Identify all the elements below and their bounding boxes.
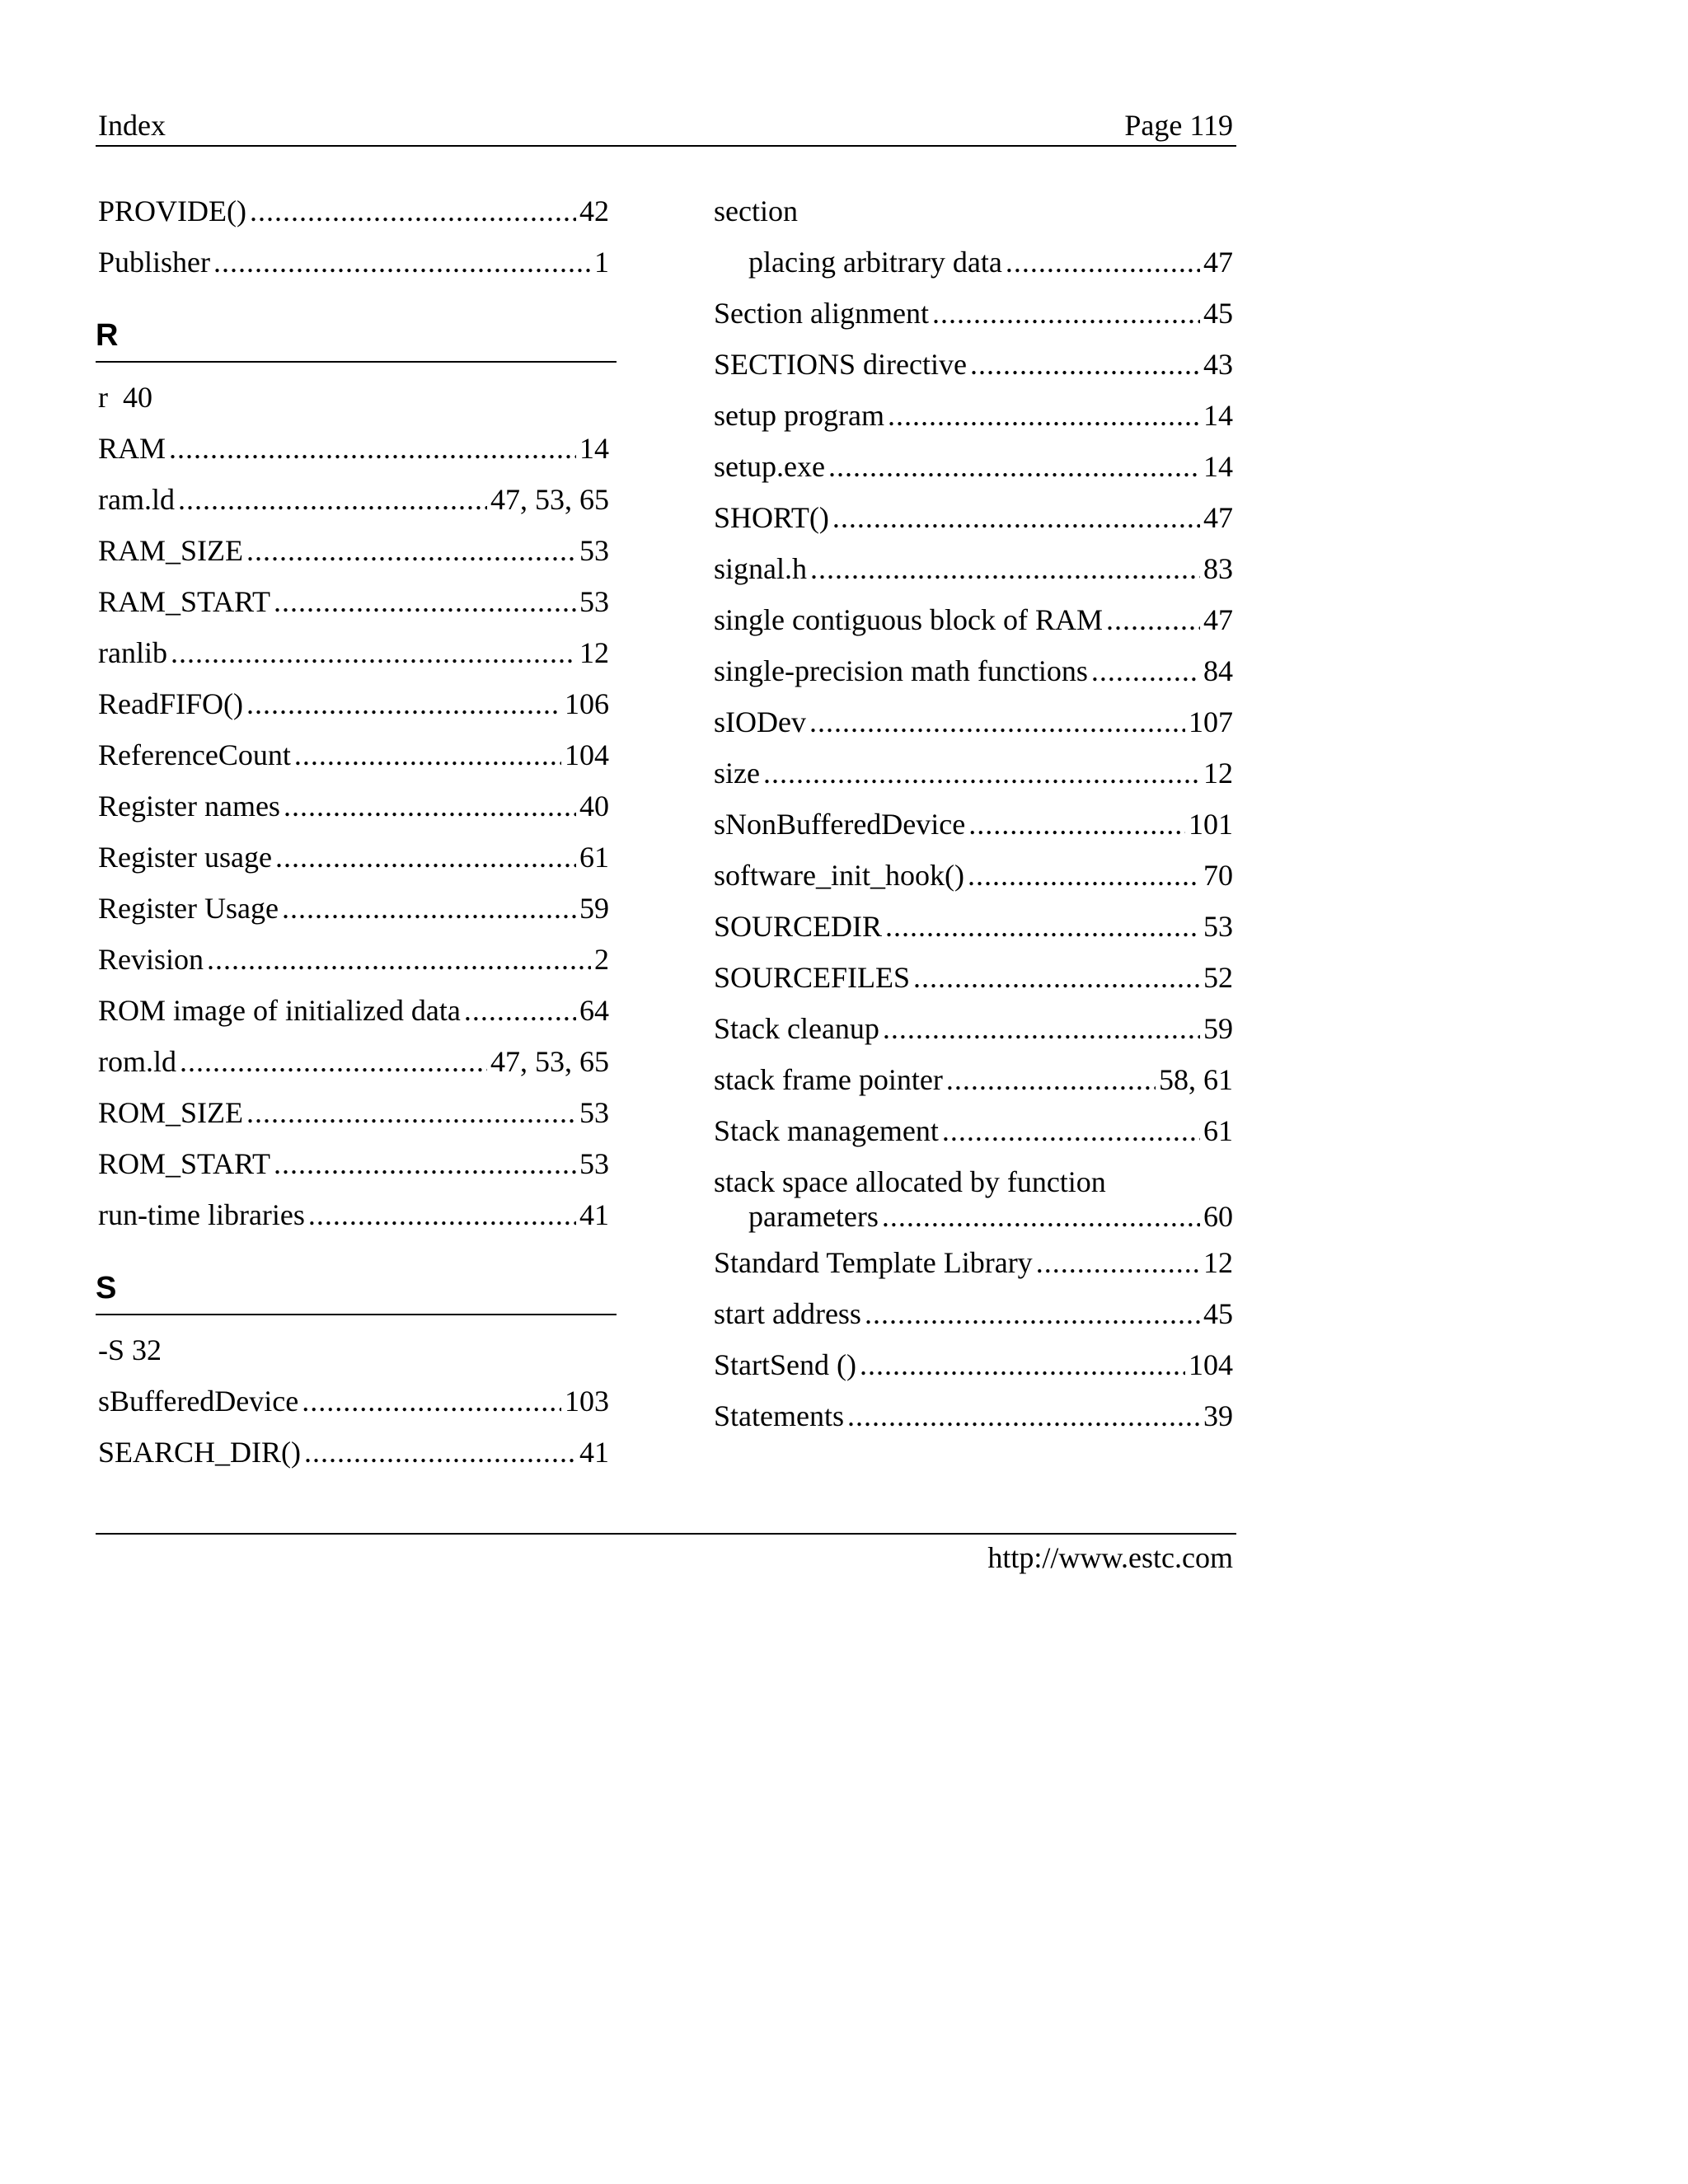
index-entry: section xyxy=(714,194,798,227)
index-entry: ReadFIFO() ..... 106 xyxy=(98,686,609,737)
index-entry-wrapped: stack space allocated by function parameters ..... 60 xyxy=(714,1164,1233,1233)
index-entry: software_init_hook() ..... 70 xyxy=(714,857,1233,908)
index-entry: setup program ..... 14 xyxy=(714,397,1233,448)
index-entry: Standard Template Library ..... 12 xyxy=(714,1244,1233,1296)
index-entry: PROVIDE() ..... 42 xyxy=(98,193,609,244)
header-section-title: Index xyxy=(98,109,166,142)
index-entry: SECTIONS directive ..... 43 xyxy=(714,346,1233,397)
footer-url: http://www.estc.com xyxy=(987,1541,1233,1574)
index-entry: signal.h ..... 83 xyxy=(714,551,1233,602)
index-entry: sNonBufferedDevice ..... 101 xyxy=(714,806,1233,857)
index-entry: ROM image of initialized data ..... 64 xyxy=(98,992,609,1043)
index-entry: ram.ld ..... 47, 53, 65 xyxy=(98,481,609,532)
index-entry: Revision ..... 2 xyxy=(98,941,609,992)
page-footer xyxy=(96,1533,1236,1579)
index-entry: SHORT() ..... 47 xyxy=(714,499,1233,551)
index-entry: Stack management ..... 61 xyxy=(714,1113,1233,1164)
index-entry: RAM_SIZE ..... 53 xyxy=(98,532,609,583)
index-entry: SOURCEFILES ..... 52 xyxy=(714,959,1233,1010)
index-entry: Register usage ..... 61 xyxy=(98,839,609,890)
index-entry: single contiguous block of RAM ..... 47 xyxy=(714,602,1233,653)
index-entry: r 40 xyxy=(98,381,152,414)
index-entry: single-precision math functions ..... 84 xyxy=(714,653,1233,704)
index-entry: ranlib ..... 12 xyxy=(98,635,609,686)
index-entry: size ..... 12 xyxy=(714,755,1233,806)
index-entry: StartSend () ..... 104 xyxy=(714,1347,1233,1398)
index-entry: Section alignment ..... 45 xyxy=(714,295,1233,346)
index-entry: ReferenceCount ..... 104 xyxy=(98,737,609,788)
index-subentry: placing arbitrary data ..... 47 xyxy=(714,244,1233,295)
index-entry: ROM_SIZE ..... 53 xyxy=(98,1094,609,1146)
index-column-left xyxy=(98,193,609,1485)
index-entry: RAM ..... 14 xyxy=(98,430,609,481)
index-entry: Publisher ..... 1 xyxy=(98,244,609,295)
header-page-number: Page 119 xyxy=(1124,109,1233,142)
index-entry: rom.ld ..... 47, 53, 65 xyxy=(98,1043,609,1094)
page-header xyxy=(96,102,1236,147)
index-column-right xyxy=(714,193,1233,1449)
index-entry: Register names ..... 40 xyxy=(98,788,609,839)
index-entry: setup.exe ..... 14 xyxy=(714,448,1233,499)
index-entry: Stack cleanup ..... 59 xyxy=(714,1010,1233,1062)
index-entry: run-time libraries ..... 41 xyxy=(98,1197,609,1248)
index-entry: SEARCH_DIR() ..... 41 xyxy=(98,1434,609,1485)
index-entry: ROM_START ..... 53 xyxy=(98,1146,609,1197)
index-entry: stack frame pointer ..... 58, 61 xyxy=(714,1062,1233,1113)
index-entry: Statements ..... 39 xyxy=(714,1398,1233,1449)
section-letter-r: R xyxy=(96,313,617,363)
index-entry: RAM_START ..... 53 xyxy=(98,583,609,635)
index-entry: sBufferedDevice ..... 103 xyxy=(98,1383,609,1434)
index-entry: SOURCEDIR ..... 53 xyxy=(714,908,1233,959)
index-entry: Register Usage ..... 59 xyxy=(98,890,609,941)
index-entry: sIODev ..... 107 xyxy=(714,704,1233,755)
index-entry: -S 32 xyxy=(98,1333,162,1366)
section-letter-s: S xyxy=(96,1266,617,1315)
index-entry: start address ..... 45 xyxy=(714,1296,1233,1347)
